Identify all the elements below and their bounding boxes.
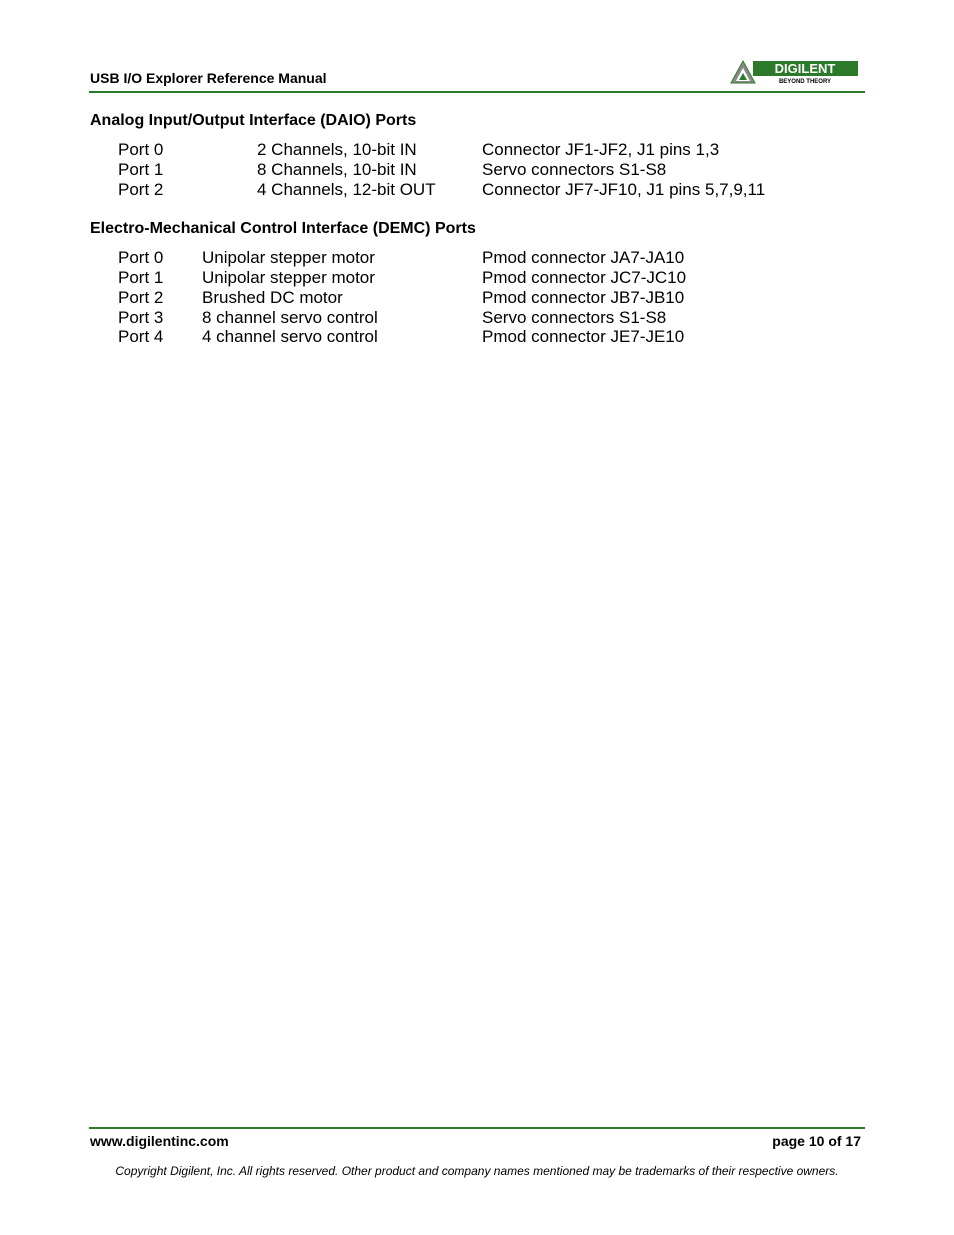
port-label: Port 0: [118, 248, 164, 267]
port-description: Unipolar stepper motor: [202, 268, 375, 287]
port-label: Port 2: [118, 180, 164, 199]
port-label: Port 2: [118, 288, 164, 307]
logo-wordmark: DIGILENT: [774, 61, 836, 76]
port-connector: Pmod connector JA7-JA10: [482, 248, 685, 267]
section-heading-daio: Analog Input/Output Interface (DAIO) Ports: [90, 112, 417, 129]
port-label: Port 0: [118, 140, 164, 159]
header-divider: [89, 91, 865, 93]
document-title: USB I/O Explorer Reference Manual: [90, 70, 327, 86]
port-connector: Pmod connector JE7-JE10: [482, 327, 685, 346]
port-connector: Pmod connector JC7-JC10: [482, 268, 687, 287]
copyright-notice: Copyright Digilent, Inc. All rights reserved. Other product and company names mentioned may be trademarks of their respective owners.: [115, 1164, 839, 1178]
port-label: Port 4: [118, 327, 164, 346]
port-description: 2 Channels, 10-bit IN: [257, 140, 417, 159]
port-label: Port 1: [118, 268, 164, 287]
port-connector: Connector JF7-JF10, J1 pins 5,7,9,11: [482, 180, 766, 199]
port-description: 4 Channels, 12-bit OUT: [257, 180, 436, 199]
port-description: Unipolar stepper motor: [202, 248, 375, 267]
section-heading-demc: Electro-Mechanical Control Interface (DEMC) Ports: [90, 220, 476, 237]
footer-website-link[interactable]: www.digilentinc.com: [90, 1133, 229, 1149]
footer-divider: [89, 1127, 865, 1129]
port-connector: Servo connectors S1-S8: [482, 308, 667, 327]
digilent-logo: [729, 59, 859, 85]
port-connector: Servo connectors S1-S8: [482, 160, 667, 179]
port-description: 8 channel servo control: [202, 308, 378, 327]
port-description: 4 channel servo control: [202, 327, 378, 346]
port-connector: Connector JF1-JF2, J1 pins 1,3: [482, 140, 720, 159]
port-connector: Pmod connector JB7-JB10: [482, 288, 685, 307]
port-label: Port 3: [118, 308, 164, 327]
port-description: 8 Channels, 10-bit IN: [257, 160, 417, 179]
port-description: Brushed DC motor: [202, 288, 343, 307]
logo-tagline: BEYOND THEORY: [778, 79, 832, 85]
port-label: Port 1: [118, 160, 164, 179]
page-number: page 10 of 17: [772, 1133, 861, 1149]
